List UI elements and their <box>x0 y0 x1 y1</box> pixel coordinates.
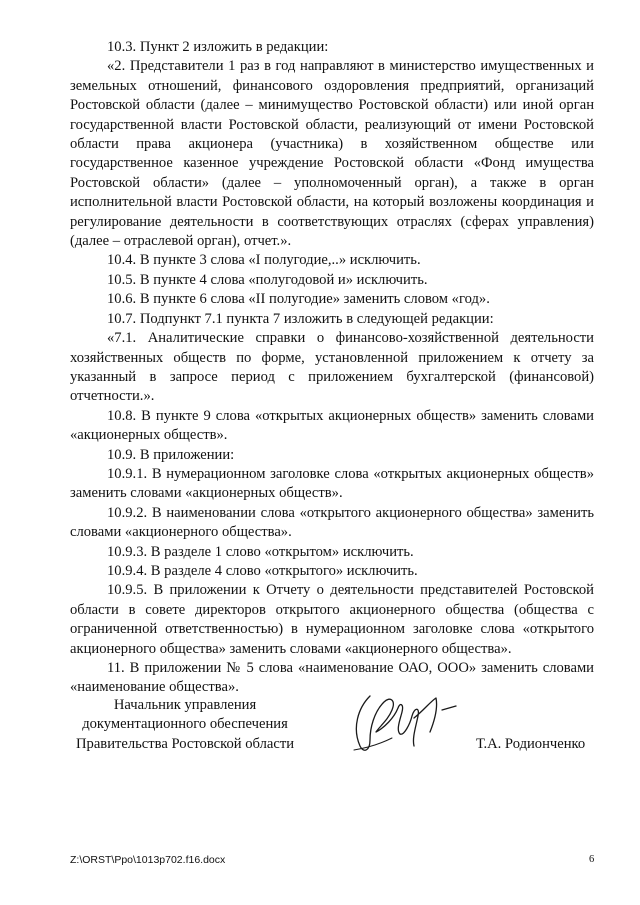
signer-position <box>70 696 300 754</box>
paragraph-10-9-1: 10.9.1. В нумерационном заголовке слова «открытых акционерных обществ» заменить словами «акционерных обществ». <box>70 465 594 502</box>
paragraph-10-6: 10.6. В пункте 6 слова «II полугодие» заменить словом «год». <box>107 291 490 308</box>
paragraph-10-9: 10.9. В приложении: <box>107 446 235 463</box>
document-body <box>70 38 594 698</box>
signer-position-line: Правительства Ростовской области <box>75 735 295 752</box>
paragraph-item-2-text: «2. Представители 1 раз в год направляют в министерство имущественных и земельных отношений, финансового оздоровления предприятий, организаций Ростовской области (далее – минимущество Ростовской области) или иной орган государственной власти Ростовской области, реализующий от имени Ростовской области права акционера (участника) в хозяйственном обществе или государственное казенное учреждение Ростовской области «Фонд имущества Ростовской области» (далее – уполномоченный орган), а также в орган исполнительной власти Ростовской области, на который возложены координация и регулирование деятельности в соответствующих отраслях (сферах управления) (далее – отраслевой орган), отчет.». <box>70 58 594 250</box>
signer-position-line: Начальник управления <box>113 697 257 713</box>
paragraph-10-9-2: 10.9.2. В наименовании слова «открытого акционерного общества» заменить словами «акционерного общества». <box>70 504 594 541</box>
paragraph-10-4: 10.4. В пункте 3 слова «I полугодие,..» исключить. <box>107 252 421 269</box>
paragraph-10-9-3: 10.9.3. В разделе 1 слово «открытом» исключить. <box>107 543 414 560</box>
paragraph-10-3: 10.3. Пункт 2 изложить в редакции: <box>107 39 329 55</box>
paragraph-10-8: 10.8. В пункте 9 слова «открытых акционерных обществ» заменить словами «акционерных обществ». <box>70 407 594 444</box>
handwritten-signature <box>340 688 460 760</box>
paragraph-10-9-5: 10.9.5. В приложении к Отчету о деятельности представителей Ростовской области в совете директоров открытого акционерного общества (общества с ограниченной ответственностью) в нумерационном заголовке слова «открытого акционерного общества» заменить словами «акционерного общества». <box>70 582 594 657</box>
page-number: 6 <box>589 854 595 865</box>
paragraph-7-1-text: «7.1. Аналитические справки о финансово-хозяйственной деятельности хозяйственных обществ по форме, установленной приложением к отчету за указанный в запросе период с приложением бухгалтерской (финансовой) отчетности.». <box>70 330 594 405</box>
footer-file-path: Z:\ORST\Ppo\1013p702.f16.docx <box>70 854 226 866</box>
paragraph-10-5: 10.5. В пункте 4 слова «полугодовой и» исключить. <box>107 271 428 288</box>
paragraph-10-7: 10.7. Подпункт 7.1 пункта 7 изложить в следующей редакции: <box>107 310 494 327</box>
signer-position-line: документационного обеспечения <box>82 716 288 733</box>
paragraph-10-9-4: 10.9.4. В разделе 4 слово «открытого» исключить. <box>107 562 418 579</box>
paragraph-11: 11. В приложении № 5 слова «наименование ОАО, ООО» заменить словами «наименование общества». <box>70 660 594 696</box>
signer-name: Т.А. Родионченко <box>476 736 586 752</box>
